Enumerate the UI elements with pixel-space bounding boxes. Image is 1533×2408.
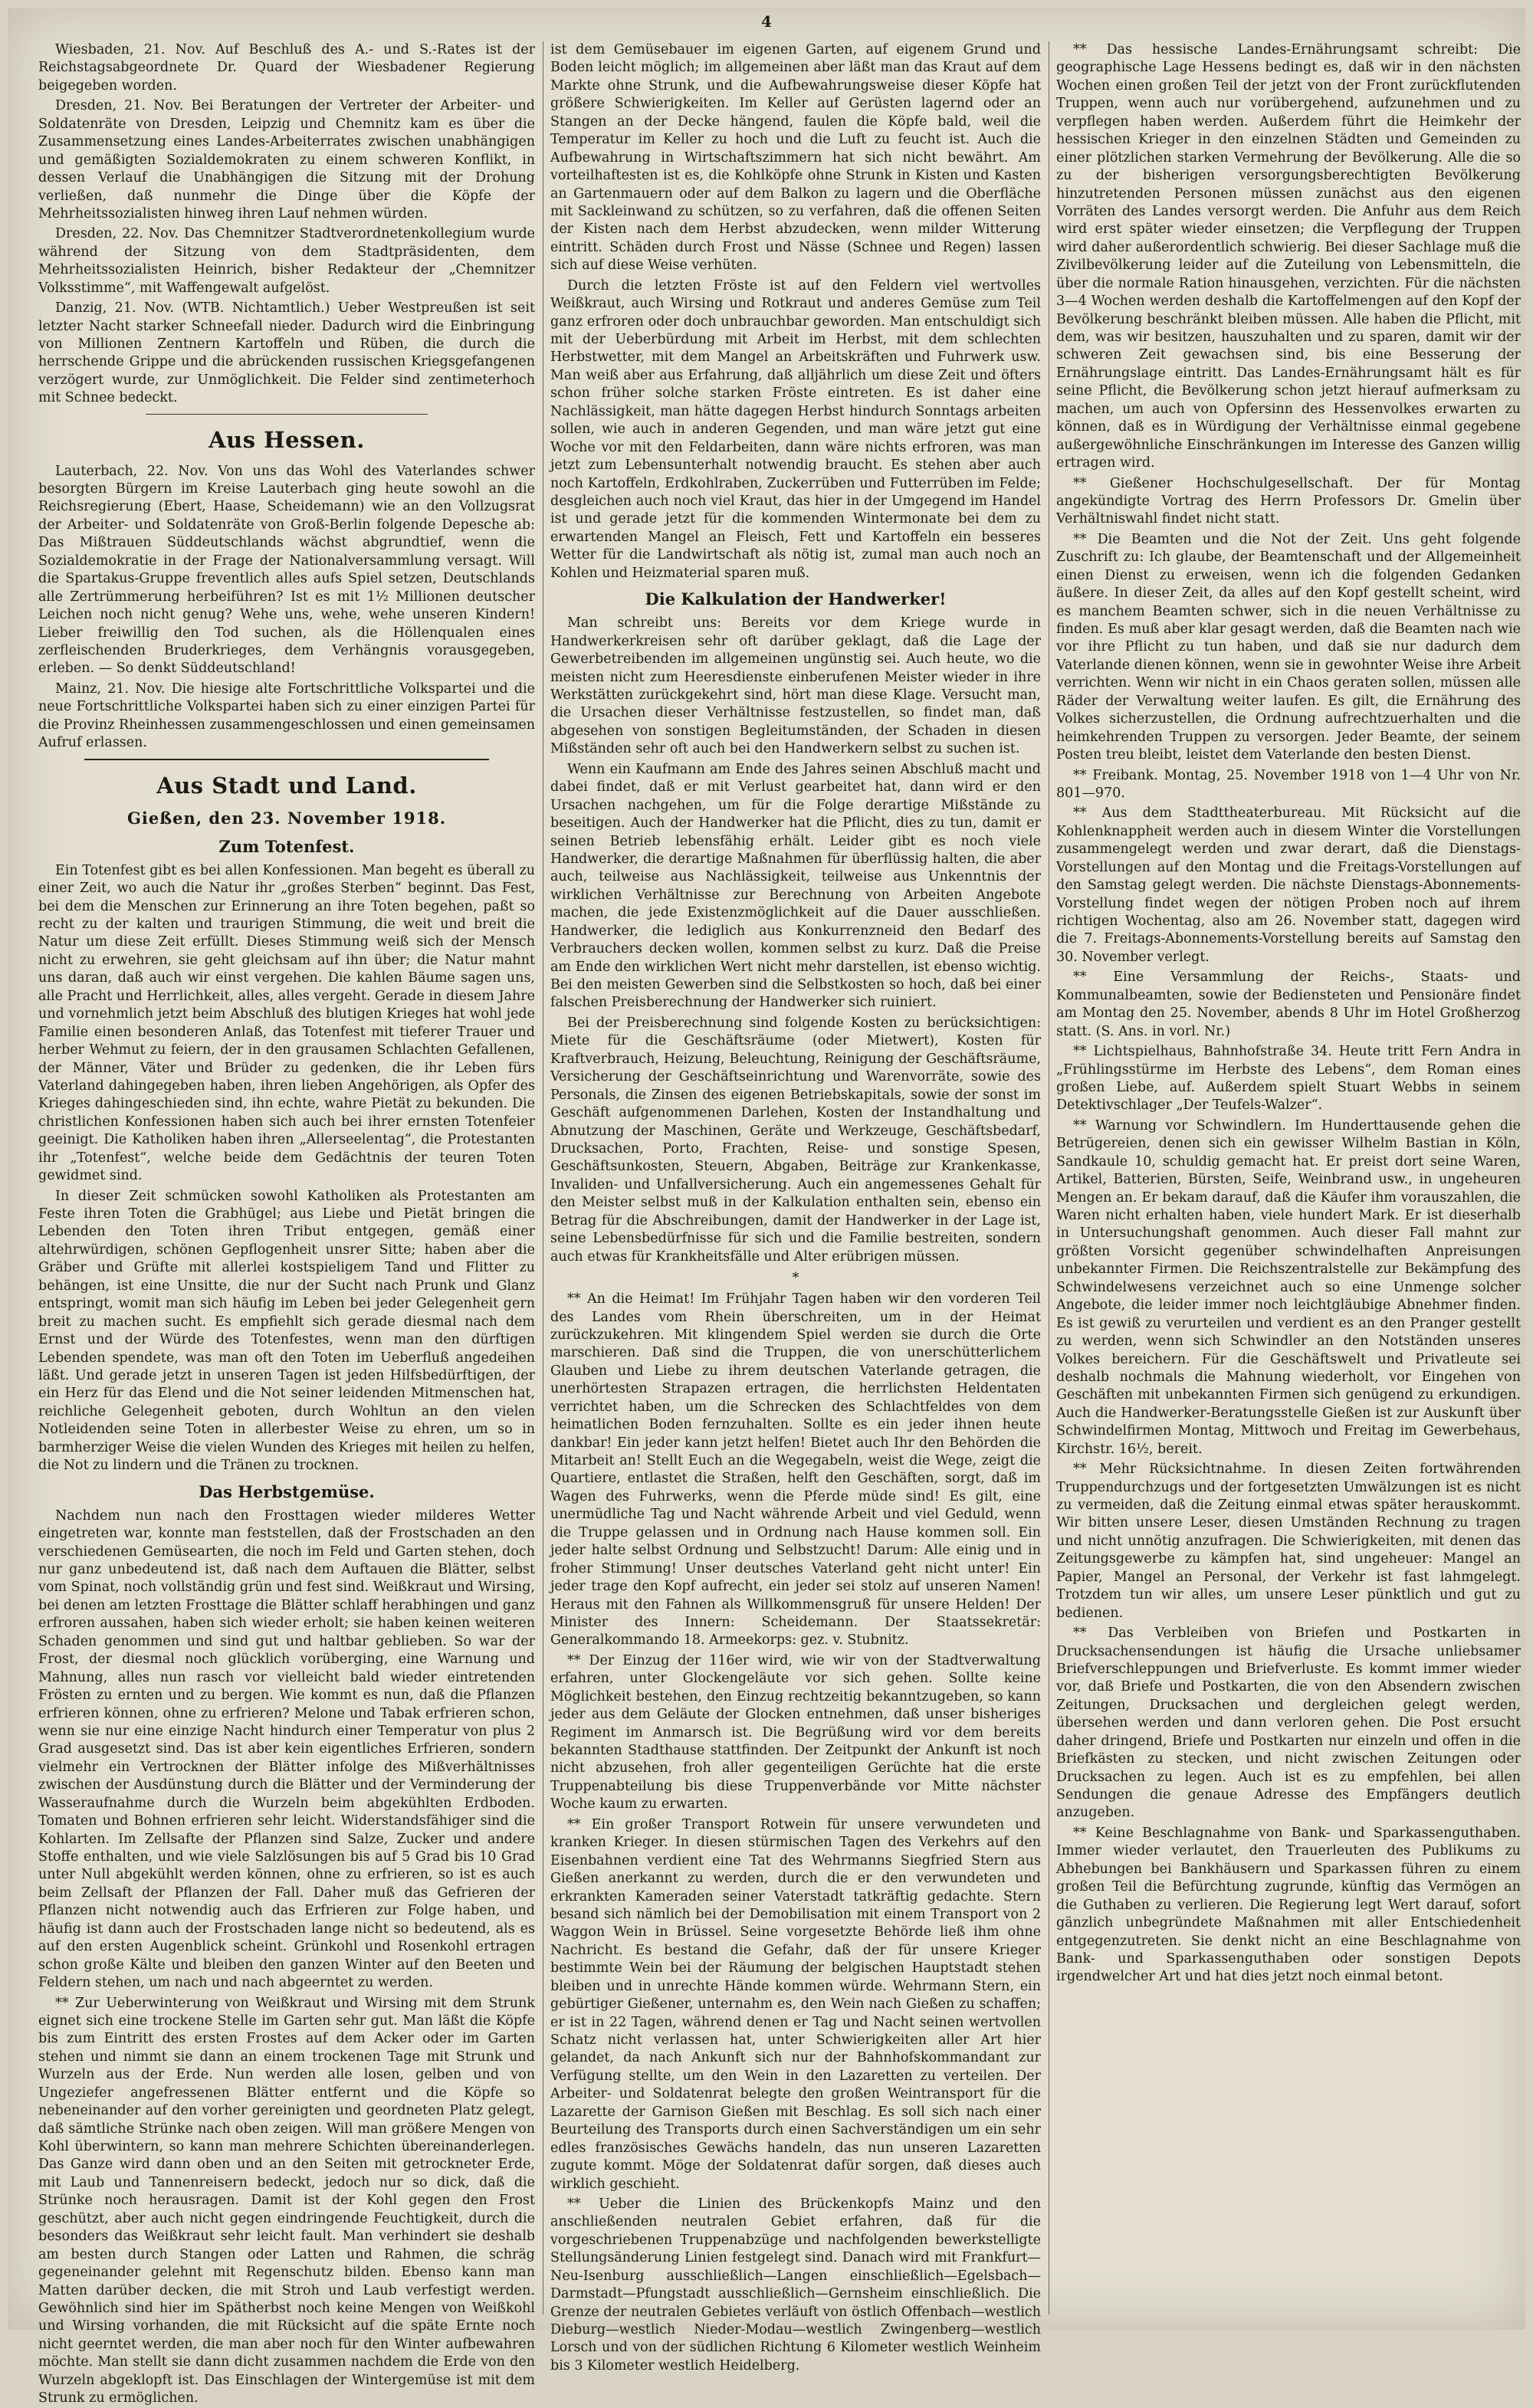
- article-herbstgemuese: Nachdem nun nach den Frosttagen wieder milderes Wetter eingetreten war, konnte man feststellen, daß der Frostschaden an den verschiedenen Gemüsearten, die noch im Feld und Garten stehen, doch nur ganz unbedeutend ist, daß nach dem Auftauen die Blätter, selbst vom Spinat, noch vollständig grün und fest sind. Weißkraut und Wirsing, bei denen am letzten Frosttage die Blätter schlaff herabhingen und ganz erfroren aussahen, haben sich wieder erholt; sie haben keinen weiteren Schaden genommen und sind gut und haltbar geblieben. So war der Frost, der diesmal noch glücklich vorüberging, eine Warnung und Mahnung, alles nun rasch vor vielleicht bald wieder eintretenden Frösten zu ernten und zu bergen. Wie kommt es nun, daß die Pflanzen erfrieren können, ohne zu erfrieren? Melone und Tabak erfrieren schon, wenn sie nur eine einzige Nacht hindurch einer Temperatur von plus 2 Grad ausgesetzt sind. Das ist aber kein eigentliches Erfrieren, sondern vielmehr ein Vertrocknen der Blätter infolge des Mißverhältnisses zwischen der Ausdünstung durch die Blätter und der Verminderung der Wasseraufnahme durch die Wurzeln beim abgekühlten Erdboden. Tomaten und Bohnen erfrieren sehr leicht. Widerstandsfähiger sind die Kohlarten. Im Zellsafte der Pflanzen sind Salze, Zucker und andere Stoffe enthalten, und wie viele Salzlösungen bis auf 5 Grad bis 10 Grad unter Null abgekühlt werden können, ohne zu erfrieren, so ist es auch beim Zellsaft der Pflanzen der Fall. Daher muß das Gefrieren der Pflanzen nicht notwendig auch das Erfrieren zur Folge haben, und häufig ist dann auch der Frostschaden lange nicht so bedeutend, als es auf den ersten Augenblick scheint. Grünkohl und Rosenkohl ertragen schon große Kälte und bleiben den ganzen Winter auf den Beeten und Feldern stehen, um nach und nach abgeerntet zu werden.: [38, 1507, 535, 1991]
- article-kalkulation-3: Bei der Preisberechnung sind folgende Kosten zu berücksichtigen: Miete für die Geschäftsräume (oder Mietwert), Kosten für Kraftverbrauch, Heizung, Beleuchtung, Reinigung der Geschäftsräume, Versicherung der Geschäftseinrichtung und Warenvorräte, sowie des Personals, die Zinsen des eigenen Betriebskapitals, sowie der sonst im Geschäft aufgenommenen Darlehen, Kosten der Instandhaltung und Abnutzung der Maschinen, Geräte und Werkzeuge, Geschäftsbedarf, Drucksachen, Porto, Frachten, Reise- und sonstige Spesen, Geschäftsunkosten, Steuern, Abgaben, Beiträge zur Krankenkasse, Invaliden- und Unfallversicherung. Auch ein angemessenes Gehalt für den Meister selbst muß in der Kalkulation enthalten sein, ebenso ein Betrag für die Abschreibungen, damit der Handwerker in der Lage ist, seine Lebensbedürfnisse für sich und die Familie bestreiten, sondern auch etwas für Krankheitsfälle und Alter erübrigen müssen.: [550, 1015, 1041, 1265]
- article-einzug-116er: ** Der Einzug der 116er wird, wie wir von der Stadtverwaltung erfahren, unter Glockengeläute vor sich gehen. Sollte keine Möglichkeit bestehen, den Einzug rechtzeitig bekanntzugeben, so kann jeder aus dem Geläute der Glocken entnehmen, daß unser bisheriges Regiment im Anmarsch ist. Die Begrüßung wird vor dem bereits bekannten Stadthause stattfinden. Der Zeitpunkt der Ankunft ist noch nicht abzusehen, froh aller gegenteiligen Gerüchte hat die erste Truppenabteilung bis diese Truppenverbände vor Mitte nächster Woche kaum zu erwarten.: [550, 1652, 1041, 1813]
- article-warnung-schwindler: ** Warnung vor Schwindlern. Im Hunderttausende gehen die Betrügereien, denen sich ein gewisser Wilhelm Bastian in Köln, Sandkaule 10, schuldig gemacht hat. Er preist dort seine Waren, Artikel, Batterien, Bürsten, Seife, Weinbrand usw., in ungeheuren Mengen an. Er bekam darauf, daß die Käufer ihm vorauszahlen, die Waren nicht erhalten haben, viele hundert Mark. Er ist dieserhalb in Untersuchungshaft genommen. Auch dieser Fall mahnt zur größten Vorsicht gegenüber schwindelhaften Anpreisungen unbekannter Firmen. Die Reichszentralstelle zur Bekämpfung des Schwindelwesens verzeichnet auch so eine Unmenge solcher Angebote, die leider immer noch leichtgläubige Abnehmer finden. Es ist gewiß zu verurteilen und verdient es an den Pranger gestellt zu werden, wenn sich Schwindler an den Notständen unseres Volkes bereichern. Für die Geschäftswelt und Privatleute sei deshalb nochmals die Mahnung wiederholt, vor Eingehen von Geschäften mit unbekannten Firmen sich genügend zu erkundigen. Auch die Handwerker-Beratungsstelle Gießen ist zur Auskunft über Schwindelfirmen Montag, Mittwoch und Freitag im Gewerbehaus, Kirchstr. 16½, bereit.: [1056, 1117, 1521, 1457]
- divider: [84, 759, 489, 760]
- article-lauterbach: Lauterbach, 22. Nov. Von uns das Wohl des Vaterlandes schwer besorgten Bürgern im Kreise Lauterbach ging heute sowohl an die Reichsregierung (Ebert, Haase, Scheidemann) wie an den Vollzugsrat der Arbeiter- und Soldatenräte von Groß-Berlin folgende Depesche ab: Das Mißtrauen Süddeutschlands wächst abgrundtief, wenn die Sozialdemokratie in der Frage der Nationalversammlung versagt. Will die Spartakus-Gruppe freventlich alles aufs Spiel setzen, Deutschlands alle Zertrümmerung herbeiführen? Ist es mit 1½ Millionen deutscher Leichen noch nicht genug? Wehe uns, wehe, wehe unseren Kindern! Lieber freiwillig den Tod suchen, als die Höllenqualen eines zerfleischenden Bruderkrieges, dem Verhängnis vorausgegeben, erleben. — So denkt Süddeutschland!: [38, 463, 535, 677]
- article-brueckenkopf-mainz: ** Ueber die Linien des Brückenkopfs Mainz und den anschließenden neutralen Gebiet erfahren, daß für die vorgeschriebenen Truppenabzüge und nachfolgenden bewerkstelligte Stellungsänderung Linien festgelegt sind. Danach wird mit Frankfurt—Neu-Isenburg ausschließlich—Langen einschließlich—Egelsbach—Darmstadt—Pfungstadt ausschließlich—Gernsheim einschließlich. Die Grenze der neutralen Gebietes verläuft von östlich Offenbach—westlich Dieburg—westlich Nieder-Modau—westlich Zwingenberg—westlich Lorsch und von der südlichen Richtung 6 Kilometer westlich Weinheim bis 3 Kilometer westlich Heidelberg.: [550, 2196, 1041, 2374]
- headline-totenfest: Zum Totenfest.: [218, 836, 355, 856]
- article-ruecksichtnahme: ** Mehr Rücksichtnahme. In diesen Zeiten fortwährenden Truppendurchzugs und der fortgesetzten Umwälzungen ist es nicht zu vermeiden, daß die Zeitung einmal etwas später herauskommt. Wir bitten unsere Leser, diesen Umständen Rechnung zu tragen und nicht unnötig anzufragen. Die Schwierigkeiten, mit denen das Zeitungsgewerbe zu kämpfen hat, sind ungeheuer: Mangel an Papier, Mangel an Personal, der Verkehr ist fast lahmgelegt. Trotzdem tun wir alles, um unsere Leser pünktlich und gut zu bedienen.: [1056, 1462, 1521, 1621]
- page-number: 4: [761, 12, 772, 31]
- article-mainz: Mainz, 21. Nov. Die hiesige alte Fortschrittliche Volkspartei und die neue Fortschrittliche Volkspartei haben sich zu einer einzigen Partei für die Provinz Rheinhessen zusammengeschlossen und einen gemeinsamen Aufruf erlassen.: [38, 681, 535, 751]
- separator-star: *: [792, 1270, 799, 1286]
- article-an-die-heimat: ** An die Heimat! Im Frühjahr Tagen haben wir den vorderen Teil des Landes vom Rhein überschreiten, um in der Heimat zurückzukehren. Mit klingendem Spiel werden sie durch die Orte marschieren. Daß sind die Truppen, die von unerschütterlichem Glauben und Liebe zu ihrem deutschen Vaterlande getragen, die unerhörtesten Strapazen ertragen, die herrlichsten Heldentaten verrichtet haben, um die Schrecken des Schlachtfeldes von dem heimatlichen Boden fernzuhalten. Sollte es ein jeder ihnen heute dankbar! Ein jeder kann jetzt helfen! Bietet auch Ihr den Behörden die Mitarbeit an! Stellt Euch an die Wegegabeln, weist die Wege, zeigt die Quartiere, entlastet die Straßen, helft den Geschäften, sorgt, daß im Wagen des Fuhrwerks, wenn die Pferde müde sind! Es gilt, eine unermüdliche Tag und Nacht währende Arbeit und viel Geduld, wenn die Truppe gelassen und in Ordnung nach Hause kommen soll. Ein jeder halte selbst Ordnung und Selbstzucht! Darum: Alle einig und in froher Stimmung! Unser deutsches Vaterland geht nicht unter! Ein jeder trage den Kopf aufrecht, ein jeder sei stolz auf unseren Namen! Heraus mit den Fahnen als Willkommensgruß für unsere Helden! Der Minister des Innern: Scheidemann. Der Staatssekretär: Generalkommando 18. Armeekorps: gez. v. Stubnitz.: [550, 1291, 1041, 1649]
- headline-kalkulation: Die Kalkulation der Handwerker!: [645, 589, 947, 609]
- article-bankguthaben: ** Keine Beschlagnahme von Bank- und Sparkassenguthaben. Immer wieder verlautet, den Trauerleuten des Publikums zu Abhebungen bei Bankhäusern und Sparkassen führen zu einem großen Teil die Befürchtung zugrunde, künftig das Vermögen an die Guthaben zu verlieren. Die Regierung legt Wert darauf, sofort gänzlich unbegründete Maßnahmen mit aller Entschiedenheit entgegenzutreten. Sie denkt nicht an eine Beschlagnahme von Bank- und Sparkassenguthaben oder sonstigen Depots irgendwelcher Art und hat dies jetzt noch einmal betont.: [1056, 1825, 1521, 1985]
- article-weisskraut: ** Zur Ueberwinterung von Weißkraut und Wirsing mit dem Strunk eignet sich eine trockene Stelle im Garten sehr gut. Man läßt die Köpfe bis zum Eintritt des ersten Frostes auf dem Acker oder im Garten stehen und nimmt sie dann an einem trockenen Tage mit Strunk und Wurzeln aus der Erde. Nun werden alle losen, gelben und von Ungeziefer angefressenen Blätter entfernt und die Köpfe so nebeneinander auf den vorher gereinigten und geordneten Platz gelegt, daß sämtliche Strünke nach oben zeigen. Will man größere Mengen von Kohl überwintern, so kann man mehrere Schichten übereinanderlegen. Das Ganze wird dann oben und an den Seiten mit getrockneter Erde, mit Laub und Tannenreisern bedeckt, jedoch nur so dick, daß die Strünke noch herausragen. Damit ist der Kohl gegen den Frost geschützt, aber auch nicht gegen eindringende Feuchtigkeit, durch die besonders das Weißkraut sehr leicht fault. Man verhindert sie deshalb am besten durch Stangen oder Latten und Rahmen, die schräg gegeneinander gelehnt mit Regenschutz bilden. Ebenso kann man Matten darüber decken, die mit Stroh und Laub verfestigt werden. Gewöhnlich sind hier im Spätherbst noch keine Mengen von Weißkohl und Wirsing vorhanden, die mit Rücksicht auf die späte Ernte noch nicht geerntet werden, die man aber noch für den Winter aufbewahren möchte. Man stellt sie dann dicht zusammen nachdem die Erde von den Wurzeln abgeklopft ist. Das Einschlagen der Wintergemüse ist mit dem Strunk zu ermöglichen.: [38, 1995, 535, 2406]
- article-stadttheater: ** Aus dem Stadttheaterbureau. Mit Rücksicht auf die Kohlenknappheit werden auch in diesem Winter die Vorstellungen zusammengelegt werden und zwar derart, daß die Dienstags-Vorstellungen auf den Montag und die Freitags-Vorstellungen auf den Samstag gelegt werden. Die nächste Dienstags-Abonnements-Vorstellung findet wegen der nötigen Proben noch auf ihrem richtigen Wochentag, also am 26. November statt, dagegen wird die 7. Freitags-Abonnements-Vorstellung bereits auf Samstag den 30. November verlegt.: [1056, 805, 1521, 965]
- article-ernaehrungsamt: ** Das hessische Landes-Ernährungsamt schreibt: Die geographische Lage Hessens bedingt es, daß wir in den nächsten Wochen einen großen Teil der jetzt von der Front zurückflutenden Truppen, wenn auch nur vorübergehend, aufzunehmen und zu verpflegen haben werden. Außerdem führt die Heimkehr der hessischen Krieger in den einzelnen Städten und Gemeinden zu einer plötzlichen starken Vermehrung der Bevölkerung. Alle die so zu der bisherigen versorgungsberechtigten Bevölkerung hinzutretenden Personen müssen zunächst aus den eigenen Vorräten des Landes versorgt werden. Die Anfuhr aus dem Reich wird erst später wieder einsetzen; die Verpflegung der Truppen wird daher außerordentlich schwierig. Bei dieser Sachlage muß die Zivilbevölkerung leider auf die Zuteilung von Lebensmitteln, die über die normale Ration hinausgehen, verzichten. Für die nächsten 3—4 Wochen werden deshalb die Kartoffelmengen auf den Kopf der Bevölkerung beschränkt bleiben müssen. Alle haben die Pflicht, mit dem, was wir besitzen, hauszuhalten und zu sparen, damit wir der schweren Zeit gewachsen sind, bis eine Besserung der Ernährungslage eintritt. Das Landes-Ernährungsamt hält es für seine Pflicht, die Bevölkerung schon jetzt hierauf aufmerksam zu machen, um auch von Opfersinn des Hessenvolkes erwarten zu können, daß es in Würdigung der Verhältnisse einmal gegebene außergewöhnliche Einschränkungen im Interesse des Ganzen willig ertragen wird.: [1056, 42, 1521, 471]
- article-dresden-2: Dresden, 22. Nov. Das Chemnitzer Stadtverordnetenkollegium wurde während der Sitzung von dem Stadtpräsidenten, dem Mehrheitssozialisten Heinrich, bisher Redakteur der „Chemnitzer Volksstimme“, mit Waffengewalt aufgelöst.: [38, 226, 535, 296]
- article-hochschulgesellschaft: ** Gießener Hochschulgesellschaft. Der für Montag angekündigte Vortrag des Herrn Professors Dr. Gmelin über Verhältniswahl findet nicht statt.: [1056, 475, 1521, 527]
- divider: [146, 414, 428, 415]
- headline-herbstgemuese: Das Herbstgemüse.: [199, 1481, 375, 1501]
- section-heading-hessen: Aus Hessen.: [208, 426, 365, 453]
- article-beamtenversammlung: ** Eine Versammlung der Reichs-, Staats- und Kommunalbeamten, sowie der Bediensteten und Pensionäre findet am Montag den 25. November, abends 8 Uhr im Hotel Großherzog statt. (S. Ans. in vorl. Nr.): [1056, 969, 1521, 1039]
- article-beamten: ** Die Beamten und die Not der Zeit. Uns geht folgende Zuschrift zu: Ich glaube, der Beamtenschaft und der Allgemeinheit einen Dienst zu erweisen, wenn ich die folgenden Gedanken äußere. In dieser Zeit, da alles auf den Kopf gestellt scheint, wird es manchem Beamten schwer, sich in die neuen Verhältnisse zu finden. Es muß aber klar gesagt werden, daß die Beamten nach wie vor ihre Pflicht zu tun haben, und daß sie nur dadurch dem Vaterlande dienen können, wenn sie in gewohnter Weise ihre Arbeit verrichten. Wenn wir nicht in ein Chaos geraten sollen, müssen alle Räder der Verwaltung weiter laufen. Es gilt, die Ernährung des Volkes sicherzustellen, die Ordnung aufrechtzuerhalten und die heimkehrenden Truppen zu versorgen. Jeder Beamte, der seinem Posten treu bleibt, leistet dem Vaterlande den besten Dienst.: [1056, 531, 1521, 763]
- column-middle: [550, 41, 1041, 2374]
- article-kalkulation-1: Man schreibt uns: Bereits vor dem Kriege wurde in Handwerkerkreisen sehr oft darüber geklagt, daß die Lage der Gewerbetreibenden im allgemeinen ungünstig sei. Auch heute, wo die meisten nicht zum Heeresdienste einberufenen Meister wieder in ihre Werkstätten zurückgekehrt sind, hört man diese Klage. Versucht man, die Ursachen dieser Verhältnisse festzustellen, so findet man, daß abgesehen von sonstigen Begleitumständen, der Schaden in diesen Mißständen sehr oft auch bei den Handwerkern selbst zu suchen ist.: [550, 615, 1041, 757]
- article-totenfest-1: Ein Totenfest gibt es bei allen Konfessionen. Man begeht es überall zu einer Zeit, wo auch die Natur ihr „großes Sterben“ beginnt. Das Fest, bei dem die Menschen zur Erinnerung an ihre Toten begehen, paßt so recht zu der kalten und traurigen Stimmung, die weit und breit die Natur um diese Zeit erfüllt. Dieses Stimmung weiß sich der Mensch nicht zu erwehren, sie geht gleichsam auf ihn über; die Natur mahnt uns daran, daß auch wir einst vergehen. Die kahlen Bäume sagen uns, alle Pracht und Herrlichkeit, alles, alles vergeht. Gerade in diesem Jahre und vornehmlich jetzt beim Abschluß des blutigen Krieges hat wohl jede Familie einen besonderen Anlaß, das Totenfest mit tieferer Trauer und herber Wehmut zu feiern, der in den grausamen Schlachten Gefallenen, der Männer, Väter und Brüder zu gedenken, die ihr Leben fürs Vaterland dahingegeben haben, ihren lieben Angehörigen, als Opfer des Krieges dahingeschieden sind, ihn echte, wahre Pietät zu bekunden. Die christlichen Konfessionen haben sich auch bei ihrer ernsten Totenfeier geeinigt. Die Katholiken haben ihren „Allerseelentag“, die Protestanten ihr „Totenfest“, welche beide dem Gedächtnis der teuren Toten gewidmet sind.: [38, 862, 535, 1184]
- article-freibank: ** Freibank. Montag, 25. November 1918 von 1—4 Uhr von Nr. 801—970.: [1056, 767, 1521, 801]
- column-right: [1056, 41, 1521, 2315]
- article-totenfest-2: In dieser Zeit schmücken sowohl Katholiken als Protestanten am Feste ihren Toten die Grabhügel; aus Liebe und Pietät bringen die Lebenden den Toten ihren Tribut entgegen, gemäß einer altehrwürdigen, schönen Gepflogenheit unsrer Sitte; haben aber die Gräber und Grüfte mit allerlei kostspieligem Tand und Flitter zu behängen, ist eine Unsitte, die nur der Sucht nach Prunk und Glanz entspringt, womit man sich häufig im Leben bei jeder Gelegenheit gern breit zu machen sucht. Es empfiehlt sich gerade diesmal nach dem Ernst und der Würde des Totenfestes, wenn man den dürftigen Lebenden spendete, was man oft den Toten im Ueberfluß angedeihen läßt. Und gerade jetzt in unseren Tagen ist jeden Hilfsbedürftigen, der ein Herz für das Elend und die Not seiner leidenden Mitmenschen hat, reichliche Gelegenheit geboten, durch Wohltun an den vielen Notleidenden seine Toten in allerbester Weise zu ehren, um so in barmherziger Weise die vielen Wunden des Krieges mit heilen zu helfen, die Not zu lindern und die Tränen zu trocknen.: [38, 1188, 535, 1474]
- article-danzig: Danzig, 21. Nov. (WTB. Nichtamtlich.) Ueber Westpreußen ist seit letzter Nacht starker Schneefall nieder. Dadurch wird die Einbringung von Millionen Zentnern Kartoffeln und Rüben, die durch die herrschende Grippe und die abrückenden russischen Kriegsgefangenen verzögert wurde, zur Unmöglichkeit. Die Felder sind zentimeterhoch mit Schnee bedeckt.: [38, 300, 535, 406]
- newspaper-page: [8, 8, 1525, 2406]
- article-gemuese-continued-2: Durch die letzten Fröste ist auf den Feldern viel wertvolles Weißkraut, auch Wirsing und Rotkraut und anderes Gemüse zum Teil ganz erfroren oder doch unbrauchbar geworden. Man entschuldigt sich mit der Ueberbürdung mit Arbeit im Herbst, mit dem schlechten Herbstwetter, mit dem Mangel an Arbeitskräften und Fuhrwerk usw. Man weiß aber aus Erfahrung, daß alljährlich um diese Zeit und öfters schon früher solche starken Fröste eintreten. Es ist daher eine Nachlässigkeit, man hätte dagegen Herbst hindurch Sonntags arbeiten sollen, wie auch in anderen Gegenden, und man wäre jetzt gut eine Woche vor mit den Feldarbeiten, dann wäre nichts erfroren, was man jetzt zum Lebensunterhalt notwendig braucht. Es stehen aber auch noch Kartoffeln, Erdkohlraben, Zuckerrüben und Futterrüben im Felde; desgleichen auch noch viel Kraut, das hier in der Umgegend im Handel ist und gerade jetzt für die kommenden Wintermonate bei dem zu erwartenden Mangel an Fleisch, Fett und Kartoffeln ein besseres Wetter für die Landwirtschaft als nötig ist, zumal man auch noch an Kohlen und Heizmaterial sparen muß.: [550, 277, 1041, 581]
- article-briefe-drucksachen: ** Das Verbleiben von Briefen und Postkarten in Drucksachensendungen ist häufig die Ursache unliebsamer Briefverschleppungen und Briefverluste. Es kommt immer wieder vor, daß Briefe und Postkarten, die von den Absendern zwischen Zeitungen, Drucksachen und dergleichen gelegt werden, übersehen werden und dann verloren gehen. Die Post ersucht daher dringend, Briefe und Postkarten nur einzeln und offen in die Briefkästen zu stecken, und nicht zwischen Zeitungen oder Drucksachen zu legen. Auch ist es zu empfehlen, bei allen Sendungen die genaue Adresse des Empfängers deutlich anzugeben.: [1056, 1626, 1521, 1821]
- column-left: [38, 41, 535, 2406]
- article-dresden-1: Dresden, 21. Nov. Bei Beratungen der Vertreter der Arbeiter- und Soldatenräte von Dresden, Leipzig und Chemnitz kam es über die Zusammensetzung eines Landes-Arbeiterrates zwischen unabhängigen und gemäßigten Sozialdemokraten zu einem schweren Konflikt, in dessen Verlauf die Unabhängigen die Sitzung mit der Drohung verließen, daß nunmehr die Dinge über die Köpfe der Mehrheitssozialisten hinweg ihren Lauf nehmen würden.: [38, 98, 535, 221]
- article-gemuese-continued: ist dem Gemüsebauer im eigenen Garten, auf eigenem Grund und Boden leicht möglich; im allgemeinen aber läßt man das Kraut auf dem Markte ohne Strunk, und die Aufbewahrungsweise dieser Köpfe hat größere Schwierigkeiten. Im Keller auf Gerüsten lagernd oder an Stangen an der Decke hängend, faulen die Köpfe bald, weil die Temperatur im Keller zu hoch und die Luft zu feucht ist. Auch die Aufbewahrung in Wirtschaftszimmern hat sich nicht bewährt. Am vorteilhaftesten ist es, die Kohlköpfe ohne Strunk in Kisten und Kasten an Gartenmauern oder auf dem Balkon zu lagern und die Oberfläche mit Sackleinwand zu schützen, so zu verfahren, daß die offenen Seiten der Kisten nach dem Herbst abzudecken, wenn milder Witterung eintritt. Schäden durch Frost und Nässe (Schnee und Regen) lassen sich auf diese Weise verhüten.: [550, 42, 1041, 274]
- dateline: Gießen, den 23. November 1918.: [126, 809, 447, 828]
- article-wiesbaden: Wiesbaden, 21. Nov. Auf Beschluß des A.- und S.-Rates ist der Reichstagsabgeordnete Dr. Quard der Wiesbadener Regierung beigegeben worden.: [38, 42, 535, 93]
- section-heading-stadt-land: Aus Stadt und Land.: [156, 772, 417, 799]
- article-kalkulation-2: Wenn ein Kaufmann am Ende des Jahres seinen Abschluß macht und dabei findet, daß er mit Verlust gearbeitet hat, dann wird er den Ursachen nachgehen, um für die Folge derartige Mißstände zu beseitigen. Auch der Handwerker hat die Pflicht, dies zu tun, damit er seinen Betrieb lebensfähig erhält. Leider gibt es noch viele Handwerker, die derartige Maßnahmen für überflüssig halten, die aber auch, teilweise aus Nachlässigkeit, teilweise aus Unkenntnis der wirklichen Verhältnisse zur Berechnung von Arbeiten Angebote machen, die jede Existenzmöglichkeit auf die Dauer ausschließen. Handwerker, die lediglich aus Konkurrenzneid den Bedarf des Verbrauchers decken wollen, kommen selbst zu kurz. Daß die Preise am Ende den wirklichen Wert nicht mehr darstellen, ist ebenso wichtig. Bei den meisten Gewerben sind die Selbstkosten so hoch, daß bei einer falschen Preisberechnung der Handwerker sich ruiniert.: [550, 761, 1041, 1011]
- article-lichtspielhaus: ** Lichtspielhaus, Bahnhofstraße 34. Heute tritt Fern Andra in „Frühlingsstürme im Herbste des Lebens“, dem Roman eines großen Liebe, auf. Außerdem spielt Stuart Webbs in seinem Detektivschlager „Der Teufels-Walzer“.: [1056, 1044, 1521, 1114]
- article-rotwein-transport: ** Ein großer Transport Rotwein für unsere verwundeten und kranken Krieger. In diesen stürmischen Tagen des Verkehrs auf den Eisenbahnen verdient eine Tat des Wehrmanns Siegfried Stern aus Gießen anerkannt zu werden, durch die er den verwundeten und erkrankten Kameraden seiner Vaterstadt tatkräftig gedachte. Stern besand sich nämlich bei der Demobilisation mit einem Transport von 2 Waggon Wein in Brüssel. Seine vorgesetzte Behörde ließ ihm ohne Nachricht. Es bestand die Gefahr, daß der für unsere Krieger bestimmte Wein bei der Räumung der belgischen Hauptstadt stehen bleiben und in unrechte Hände kommen würde. Wehrmann Stern, ein gebürtiger Gießener, unternahm es, den Wein nach Gießen zu schaffen; er ist in 22 Tagen, während denen er Tag und Nacht seinen wertvollen Schatz nicht verlassen hat, unter Schwierigkeiten aller Art hier gelandet, da nach Ankunft sich nur der Bahnhofskommandant zur Verfügung stellte, um den Wein in den Lazaretten zu verteilen. Der Arbeiter- und Soldatenrat belegte den großen Weintransport für die Lazarette der Garnison Gießen mit Beschlag. Es soll sich nach einer Beurteilung des Transports durch einen Sachverständigen um ein sehr edles französisches Gewächs handeln, das nun unseren Lazaretten zugute kommt. Möge der Soldatenrat dafür sorgen, daß dieses auch wirklich geschieht.: [550, 1816, 1041, 2192]
